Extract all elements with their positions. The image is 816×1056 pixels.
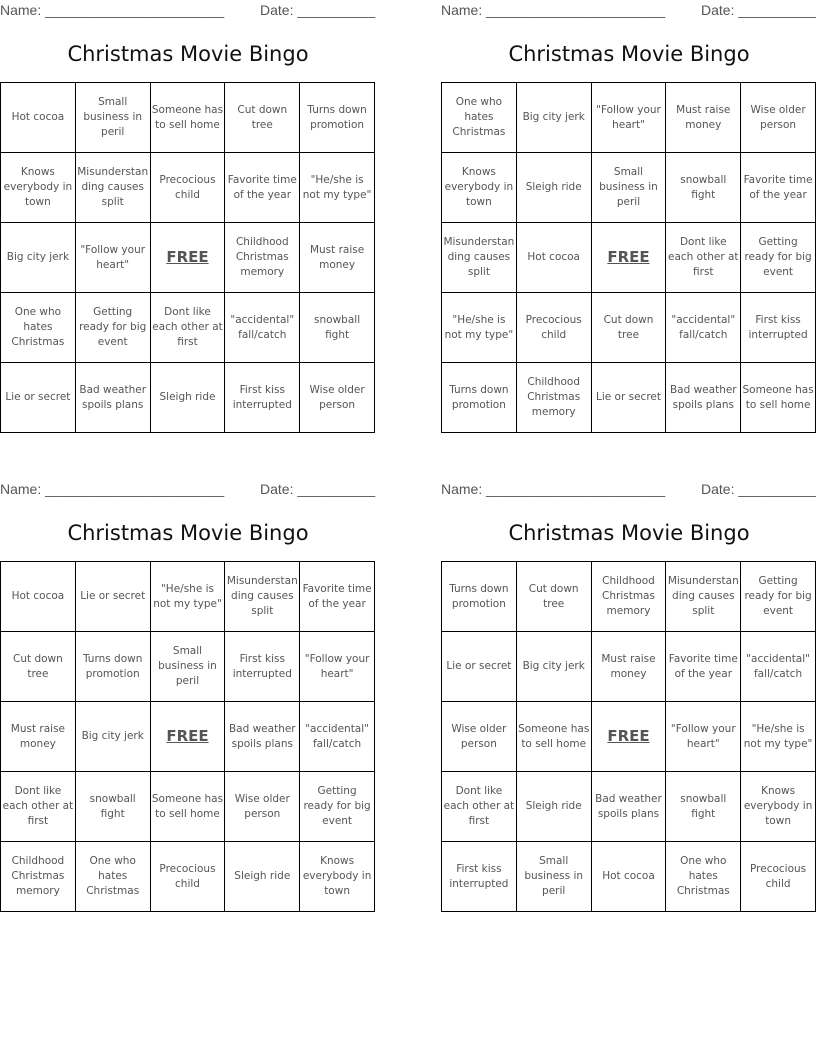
date-field: Date: __________ [260, 2, 376, 18]
bingo-cell: Turns down promotion [300, 83, 375, 153]
bingo-cell: Precocious child [741, 842, 816, 912]
bingo-cell: snowball fight [666, 153, 741, 223]
bingo-cell: Must raise money [592, 632, 667, 702]
name-field: Name: _______________________ [441, 481, 666, 497]
bingo-cell: Sleigh ride [517, 772, 592, 842]
bingo-grid [0, 82, 375, 433]
bingo-cell: Getting ready for big event [300, 772, 375, 842]
bingo-cell: First kiss interrupted [225, 632, 300, 702]
bingo-cell: Hot cocoa [592, 842, 667, 912]
bingo-cell: One who hates Christmas [1, 293, 76, 363]
card-title: Christmas Movie Bingo [508, 42, 750, 66]
card-header [441, 0, 816, 24]
bingo-cell: Must raise money [666, 83, 741, 153]
bingo-cell: Small business in peril [592, 153, 667, 223]
bingo-cell: Favorite time of the year [666, 632, 741, 702]
name-field: Name: _______________________ [441, 2, 666, 18]
date-field: Date: __________ [701, 2, 816, 18]
card-title: Christmas Movie Bingo [67, 42, 309, 66]
bingo-cell: Hot cocoa [517, 223, 592, 293]
bingo-cell: Must raise money [300, 223, 375, 293]
bingo-cell: Favorite time of the year [300, 562, 375, 632]
bingo-cell: Precocious child [151, 153, 226, 223]
bingo-card [0, 0, 376, 440]
bingo-cell: Knows everybody in town [1, 153, 76, 223]
bingo-cell: Lie or secret [1, 363, 76, 433]
bingo-cell: Knows everybody in town [442, 153, 517, 223]
bingo-cell: Someone has to sell home [517, 702, 592, 772]
bingo-cell: Wise older person [300, 363, 375, 433]
bingo-cell: Small business in peril [76, 83, 151, 153]
bingo-card [0, 479, 376, 919]
card-title: Christmas Movie Bingo [67, 521, 309, 545]
bingo-cell: Turns down promotion [76, 632, 151, 702]
bingo-cell: Misunderstanding causes split [76, 153, 151, 223]
bingo-cell: Cut down tree [1, 632, 76, 702]
bingo-cell: Lie or secret [442, 632, 517, 702]
bingo-cell: Bad weather spoils plans [592, 772, 667, 842]
bingo-cell: "He/she is not my type" [741, 702, 816, 772]
card-title: Christmas Movie Bingo [508, 521, 750, 545]
bingo-cell: Sleigh ride [225, 842, 300, 912]
bingo-cell: Wise older person [442, 702, 517, 772]
bingo-grid [441, 561, 816, 912]
bingo-cell: Dont like each other at first [1, 772, 76, 842]
bingo-cell: "accidental" fall/catch [666, 293, 741, 363]
bingo-cell: Childhood Christmas memory [517, 363, 592, 433]
bingo-cell: One who hates Christmas [442, 83, 517, 153]
bingo-cell: Sleigh ride [517, 153, 592, 223]
bingo-cell: Big city jerk [517, 83, 592, 153]
bingo-cell: "Follow your heart" [592, 83, 667, 153]
bingo-grid [0, 561, 375, 912]
bingo-cell: Small business in peril [151, 632, 226, 702]
bingo-cell: Lie or secret [76, 562, 151, 632]
bingo-cell: "Follow your heart" [666, 702, 741, 772]
card-header [0, 0, 376, 24]
bingo-cell: Someone has to sell home [151, 83, 226, 153]
bingo-cell: Turns down promotion [442, 562, 517, 632]
bingo-cell: Favorite time of the year [225, 153, 300, 223]
bingo-cell: Big city jerk [1, 223, 76, 293]
bingo-cell: Dont like each other at first [666, 223, 741, 293]
date-field: Date: __________ [260, 481, 376, 497]
bingo-cell: Getting ready for big event [741, 223, 816, 293]
bingo-cell: Bad weather spoils plans [666, 363, 741, 433]
bingo-cell: First kiss interrupted [225, 363, 300, 433]
bingo-cell: Lie or secret [592, 363, 667, 433]
bingo-cell: Childhood Christmas memory [1, 842, 76, 912]
bingo-cell: Dont like each other at first [151, 293, 226, 363]
bingo-cell: One who hates Christmas [666, 842, 741, 912]
date-field: Date: __________ [701, 481, 816, 497]
bingo-cell: snowball fight [76, 772, 151, 842]
bingo-cell: Childhood Christmas memory [225, 223, 300, 293]
free-space-cell: FREE [151, 702, 226, 772]
bingo-cell: Small business in peril [517, 842, 592, 912]
bingo-cell: Wise older person [741, 83, 816, 153]
bingo-cell: "He/she is not my type" [442, 293, 517, 363]
bingo-cell: Childhood Christmas memory [592, 562, 667, 632]
bingo-cell: Someone has to sell home [151, 772, 226, 842]
bingo-cell: Must raise money [1, 702, 76, 772]
bingo-cell: "accidental" fall/catch [741, 632, 816, 702]
free-space-cell: FREE [151, 223, 226, 293]
bingo-cell: Precocious child [151, 842, 226, 912]
bingo-cell: One who hates Christmas [76, 842, 151, 912]
bingo-grid [441, 82, 816, 433]
bingo-cell: Hot cocoa [1, 562, 76, 632]
bingo-cell: Dont like each other at first [442, 772, 517, 842]
bingo-cell: Precocious child [517, 293, 592, 363]
bingo-cell: Cut down tree [225, 83, 300, 153]
bingo-cell: Big city jerk [76, 702, 151, 772]
bingo-cell: Turns down promotion [442, 363, 517, 433]
bingo-cell: Bad weather spoils plans [225, 702, 300, 772]
bingo-card [441, 0, 816, 440]
bingo-cell: "accidental" fall/catch [300, 702, 375, 772]
free-space-cell: FREE [592, 702, 667, 772]
bingo-cell: "accidental" fall/catch [225, 293, 300, 363]
bingo-cell: Getting ready for big event [741, 562, 816, 632]
bingo-cell: Sleigh ride [151, 363, 226, 433]
bingo-cell: Cut down tree [517, 562, 592, 632]
bingo-cell: Big city jerk [517, 632, 592, 702]
name-field: Name: _______________________ [0, 481, 225, 497]
bingo-cell: Bad weather spoils plans [76, 363, 151, 433]
name-field: Name: _______________________ [0, 2, 225, 18]
bingo-cell: "Follow your heart" [76, 223, 151, 293]
card-header [0, 479, 376, 503]
bingo-card [441, 479, 816, 919]
bingo-cell: Misunderstanding causes split [666, 562, 741, 632]
bingo-cell: First kiss interrupted [741, 293, 816, 363]
bingo-cell: "He/she is not my type" [300, 153, 375, 223]
bingo-cell: Someone has to sell home [741, 363, 816, 433]
bingo-cell: Favorite time of the year [741, 153, 816, 223]
bingo-cell: "Follow your heart" [300, 632, 375, 702]
bingo-cell: snowball fight [300, 293, 375, 363]
bingo-cell: First kiss interrupted [442, 842, 517, 912]
bingo-cell: Knows everybody in town [741, 772, 816, 842]
bingo-cell: Misunderstanding causes split [225, 562, 300, 632]
bingo-cell: "He/she is not my type" [151, 562, 226, 632]
bingo-cell: snowball fight [666, 772, 741, 842]
bingo-cell: Getting ready for big event [76, 293, 151, 363]
bingo-cell: Cut down tree [592, 293, 667, 363]
card-header [441, 479, 816, 503]
bingo-cell: Knows everybody in town [300, 842, 375, 912]
bingo-cell: Misunderstanding causes split [442, 223, 517, 293]
bingo-cell: Wise older person [225, 772, 300, 842]
bingo-cell: Hot cocoa [1, 83, 76, 153]
free-space-cell: FREE [592, 223, 667, 293]
